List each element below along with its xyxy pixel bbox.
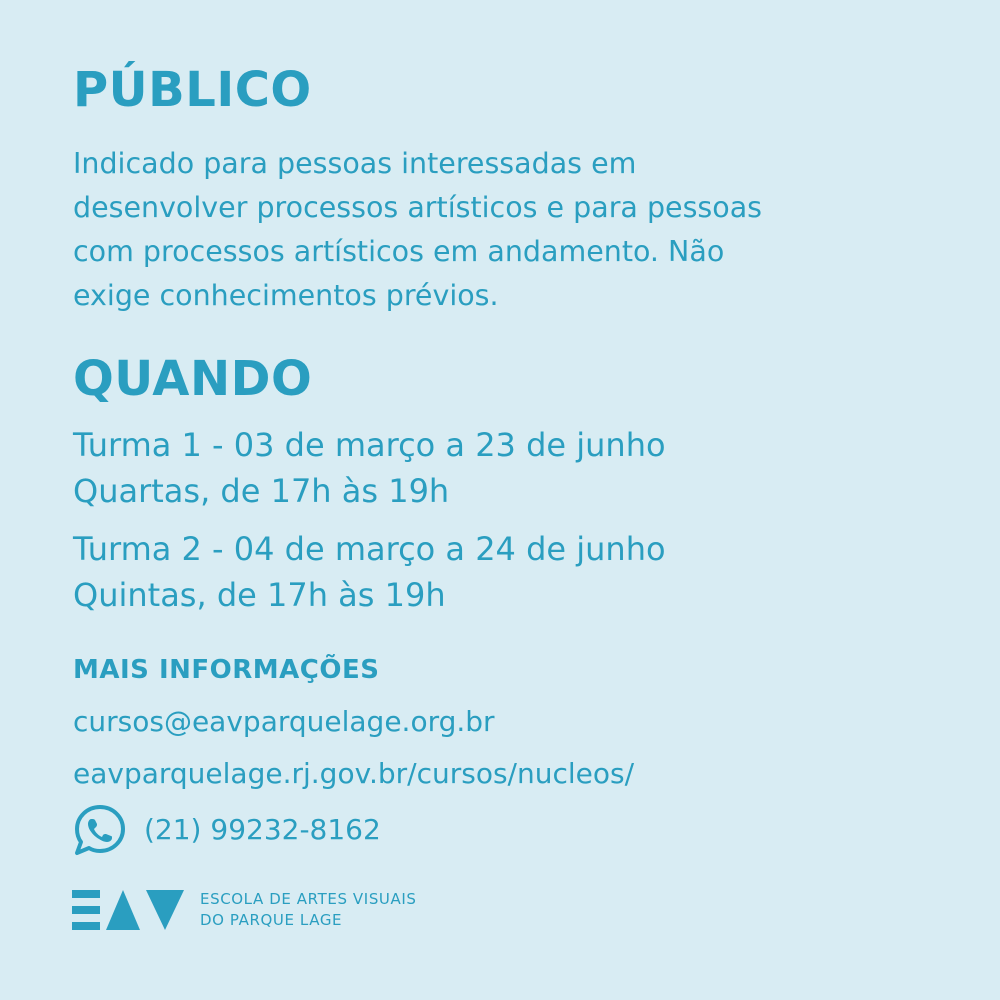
publico-heading: PÚBLICO [73, 62, 312, 118]
quando-heading: QUANDO [73, 351, 313, 407]
school-name [200, 889, 417, 931]
website-link[interactable]: eavparquelage.rj.gov.br/cursos/nucleos/ [73, 757, 635, 790]
publico-line: exige conhecimentos prévios. [73, 279, 499, 312]
footer [72, 889, 417, 931]
publico-description [73, 142, 953, 318]
phone-number: (21) 99232-8162 [144, 813, 381, 846]
whatsapp-icon [72, 804, 128, 856]
publico-line: desenvolver processos artísticos e para pessoas [73, 191, 763, 224]
turma-2-schedule: Quintas, de 17h às 19h [73, 576, 446, 614]
turma-2-dates: Turma 2 - 04 de março a 24 de junho [73, 530, 666, 568]
publico-line: Indicado para pessoas interessadas em [73, 147, 637, 180]
publico-line: com processos artísticos em andamento. Não [73, 235, 725, 268]
turma-1-dates: Turma 1 - 03 de março a 23 de junho [73, 426, 666, 464]
email-link[interactable]: cursos@eavparquelage.org.br [73, 705, 495, 738]
turma-1 [73, 422, 666, 514]
eav-logo-icon [72, 890, 184, 930]
turma-2 [73, 526, 666, 618]
turma-1-schedule: Quartas, de 17h às 19h [73, 472, 450, 510]
info-heading: MAIS INFORMAÇÕES [73, 655, 380, 685]
school-name-line-1: ESCOLA DE ARTES VISUAIS [200, 890, 417, 908]
phone-contact[interactable] [72, 804, 381, 856]
school-name-line-2: DO PARQUE LAGE [200, 911, 343, 929]
